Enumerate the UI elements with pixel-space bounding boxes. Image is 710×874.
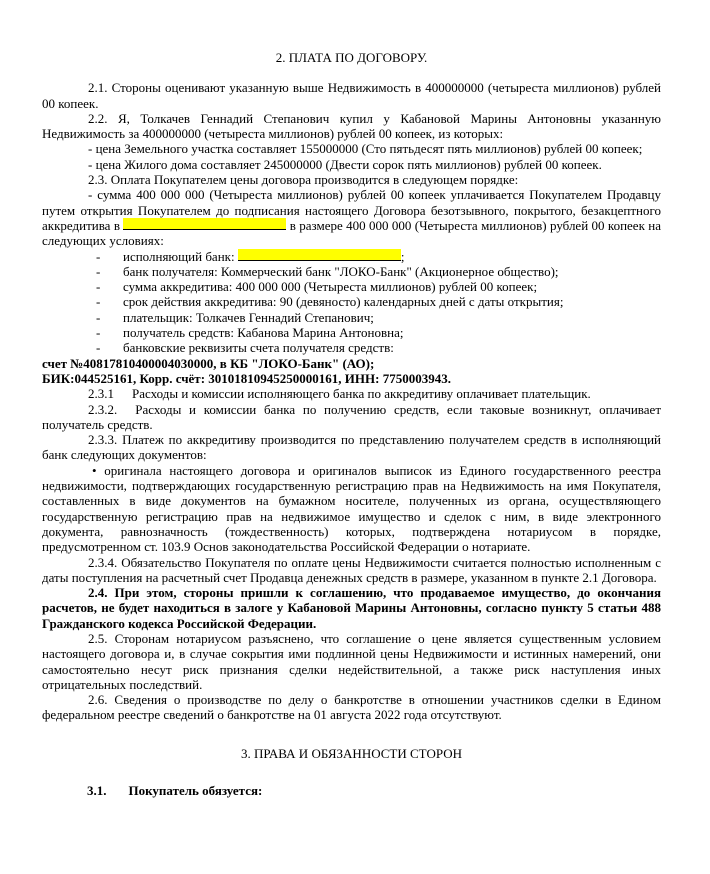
- highlighted-blank-field[interactable]: [238, 249, 401, 261]
- contract-body: [42, 80, 661, 722]
- text-run: 2.3.2.: [88, 401, 118, 417]
- clause-2-5: [42, 631, 661, 692]
- text-run: Расходы и комиссии исполняющего банка по аккредитиву оплачивает плательщик.: [132, 386, 591, 402]
- text-run: - цена Жилого дома составляет 245000000 (Двести сорок пять миллионов) рублей 00 копеек.: [88, 156, 602, 172]
- highlighted-blank-field[interactable]: [123, 218, 286, 230]
- clause-2-3: [42, 172, 661, 187]
- condition-executing-bank: [42, 249, 661, 264]
- section-2-heading: 2. ПЛАТА ПО ДОГОВОРУ.: [275, 50, 428, 65]
- clause-3-1-text: Покупатель обязуется:: [128, 783, 263, 799]
- list-dash-marker: -: [96, 248, 101, 264]
- clause-2-3-1: [42, 386, 661, 401]
- condition-recipient: [42, 325, 661, 340]
- list-dash-marker: -: [96, 294, 101, 310]
- text-run: банк получателя: Коммерческий банк "ЛОКО-Банк" (Акционерное общество);: [123, 263, 559, 279]
- text-run: счет №40817810400004030000, в КБ "ЛОКО-Банк" (АО);: [42, 355, 375, 371]
- clause-3-1: [42, 783, 661, 798]
- account-number-line: [42, 356, 661, 371]
- text-run: • оригинала настоящего договора и оригиналов выписок из Единого государственного реестра недвижимости, подтверждающих государственную регистрацию прав на Недвижимость на имя Покупателя, составленных в виде документов на бумажном носителе, полученных из органа, осуществляющего государственную регистрацию прав на недвижимое имущество и сделок с ним, в виде электронного документа, равнозначность (тождественность) которых, подтверждена нотариусом в порядке, предусмотренном ст. 103.9 Основ законодательства Российской Федерации о нотариате.: [42, 462, 661, 555]
- clause-2-4: [42, 585, 661, 631]
- text-run: 2.4. При этом, стороны пришли к соглашению, что продаваемое имущество, до окончания расчетов, не будет находиться в залоге у Кабановой Марины Антоновны, согласно пункту 5 статьи 488 Гражданского кодекса Российской Федерации.: [42, 585, 661, 631]
- clause-2-2: [42, 111, 661, 142]
- clause-2-1: [42, 80, 661, 111]
- text-run: исполняющий банк:: [123, 248, 238, 264]
- condition-payer: [42, 310, 661, 325]
- text-run: 2.1. Стороны оценивают указанную выше Недвижимость в 400000000 (четыреста миллионов) рублей 00 копеек.: [42, 80, 661, 111]
- condition-credit-term: [42, 294, 661, 309]
- clause-2-3-4: [42, 555, 661, 586]
- list-dash-marker: -: [96, 340, 101, 356]
- text-run: 2.5. Сторонам нотариусом разъяснено, что соглашение о цене является существенным условием настоящего договора и, в случае сокрытия ими подлинной цены Недвижимости и истинных намерений, они самостоятельно несут риск признания сделки недействительной, а также риск наступления иных отрицательных последствий.: [42, 630, 661, 692]
- list-dash-marker: -: [96, 263, 101, 279]
- text-run: 2.3.3. Платеж по аккредитиву производится по представлению получателем средств в исполняющий банк следующих документов:: [42, 432, 661, 463]
- text-run: БИК:044525161, Корр. счёт: 30101810945250000161, ИНН: 7750003943.: [42, 370, 451, 386]
- text-run: 2.3. Оплата Покупателем цены договора производится в следующем порядке:: [88, 172, 519, 188]
- letter-of-credit-item: [42, 187, 661, 248]
- clause-3-1-number: 3.1.: [87, 783, 107, 799]
- text-run: банковские реквизиты счета получателя средств:: [123, 340, 394, 356]
- text-run: в размере 400 000 000 (Четыреста миллионов) рублей 00 копеек на следующих условиях:: [42, 217, 661, 249]
- text-run: 2.6. Сведения о производстве по делу о банкротстве в отношении участников сделки в Едином федеральном реестре сведений о банкротстве на 01 августа 2022 года отсутствуют.: [42, 692, 661, 723]
- condition-credit-amount: [42, 279, 661, 294]
- text-run: срок действия аккредитива: 90 (девяносто) календарных дней с даты открытия;: [123, 294, 564, 310]
- text-run: получатель средств: Кабанова Марина Антоновна;: [123, 325, 404, 341]
- text-run: Расходы и комиссии банка по получению средств, если таковые возникнут, оплачивает получатель средств.: [42, 401, 661, 432]
- list-dash-marker: -: [96, 279, 101, 295]
- list-dash-marker: -: [96, 309, 101, 325]
- text-run: ;: [400, 248, 405, 264]
- land-price-item: [42, 141, 661, 156]
- text-run: 2.3.4. Обязательство Покупателя по оплате цены Недвижимости считается полностью исполненным с даты поступления на расчетный счет Продавца денежных средств в размере, указанном в пункте 2.1 Договора.: [42, 554, 661, 585]
- text-run: - цена Земельного участка составляет 155000000 (Сто пятьдесят пять миллионов) рублей 00 копеек;: [88, 141, 643, 157]
- list-dash-marker: -: [96, 325, 101, 341]
- text-run: 2.2. Я, Толкачев Геннадий Степанович купил у Кабановой Марины Антоновны указанную Недвижимость за 400000000 (четыреста миллионов) рублей 00 копеек, из которых:: [42, 110, 661, 142]
- documents-bullet-item: [42, 463, 661, 555]
- bik-line: [42, 371, 661, 386]
- text-run: сумма аккредитива: 400 000 000 (Четыреста миллионов) рублей 00 копеек;: [123, 279, 538, 295]
- clause-2-3-3: [42, 432, 661, 463]
- condition-beneficiary-bank: [42, 264, 661, 279]
- house-price-item: [42, 157, 661, 172]
- text-run: - сумма 400 000 000 (Четыреста миллионов) рублей 00 копеек уплачивается Покупателем Продавцу путем открытия Покупателем до подписания настоящего Договора безотзывного, покрытого, безакцептного аккредитива в: [42, 187, 661, 233]
- condition-bank-details: [42, 340, 661, 355]
- text-run: плательщик: Толкачев Геннадий Степанович;: [123, 309, 374, 325]
- text-run: 2.3.1: [88, 386, 114, 402]
- clause-2-3-2: [42, 402, 661, 433]
- section-3-heading: 3. ПРАВА И ОБЯЗАННОСТИ СТОРОН: [240, 745, 463, 761]
- clause-2-6: [42, 692, 661, 723]
